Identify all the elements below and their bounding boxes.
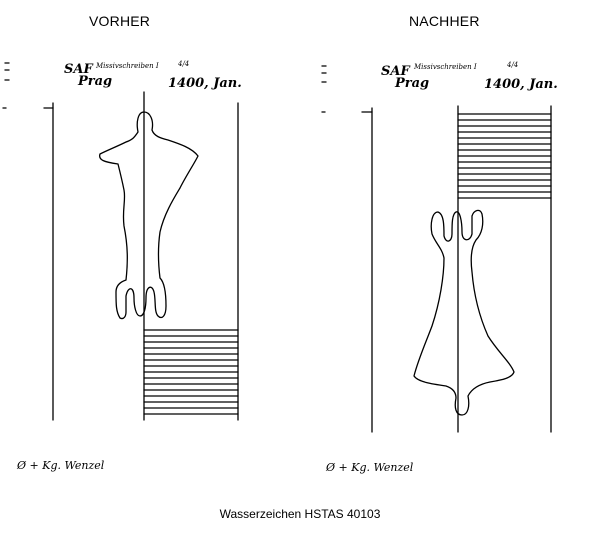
left-chain-bars <box>144 330 238 414</box>
left-date: 1400, Jan. <box>168 76 242 91</box>
right-sheet-lines <box>362 106 551 432</box>
right-archive-label: SAF <box>381 64 410 79</box>
right-place: Prag <box>395 76 430 91</box>
heading-before: VORHER <box>89 13 151 29</box>
caption: Wasserzeichen HSTAS 40103 <box>219 507 381 521</box>
left-archive-label: SAF <box>64 62 93 77</box>
left-place: Prag <box>78 74 113 89</box>
left-sheet-lines <box>44 92 238 420</box>
left-signature: Ø + Kg. Wenzel <box>17 459 105 472</box>
right-doc-type: Missivschreiben I <box>414 63 477 71</box>
right-chain-bars <box>458 114 551 198</box>
left-figure-outline <box>100 112 198 319</box>
right-figure-outline <box>414 210 514 415</box>
left-margin-marks <box>3 63 9 108</box>
right-signature: Ø + Kg. Wenzel <box>326 461 414 474</box>
right-margin-marks <box>322 66 326 112</box>
right-date: 1400, Jan. <box>484 77 558 92</box>
left-doc-type: Missivschreiben I <box>96 62 159 70</box>
right-folio: 4/4 <box>507 61 519 69</box>
left-folio: 4/4 <box>178 60 190 68</box>
heading-after: NACHHER <box>409 13 480 29</box>
